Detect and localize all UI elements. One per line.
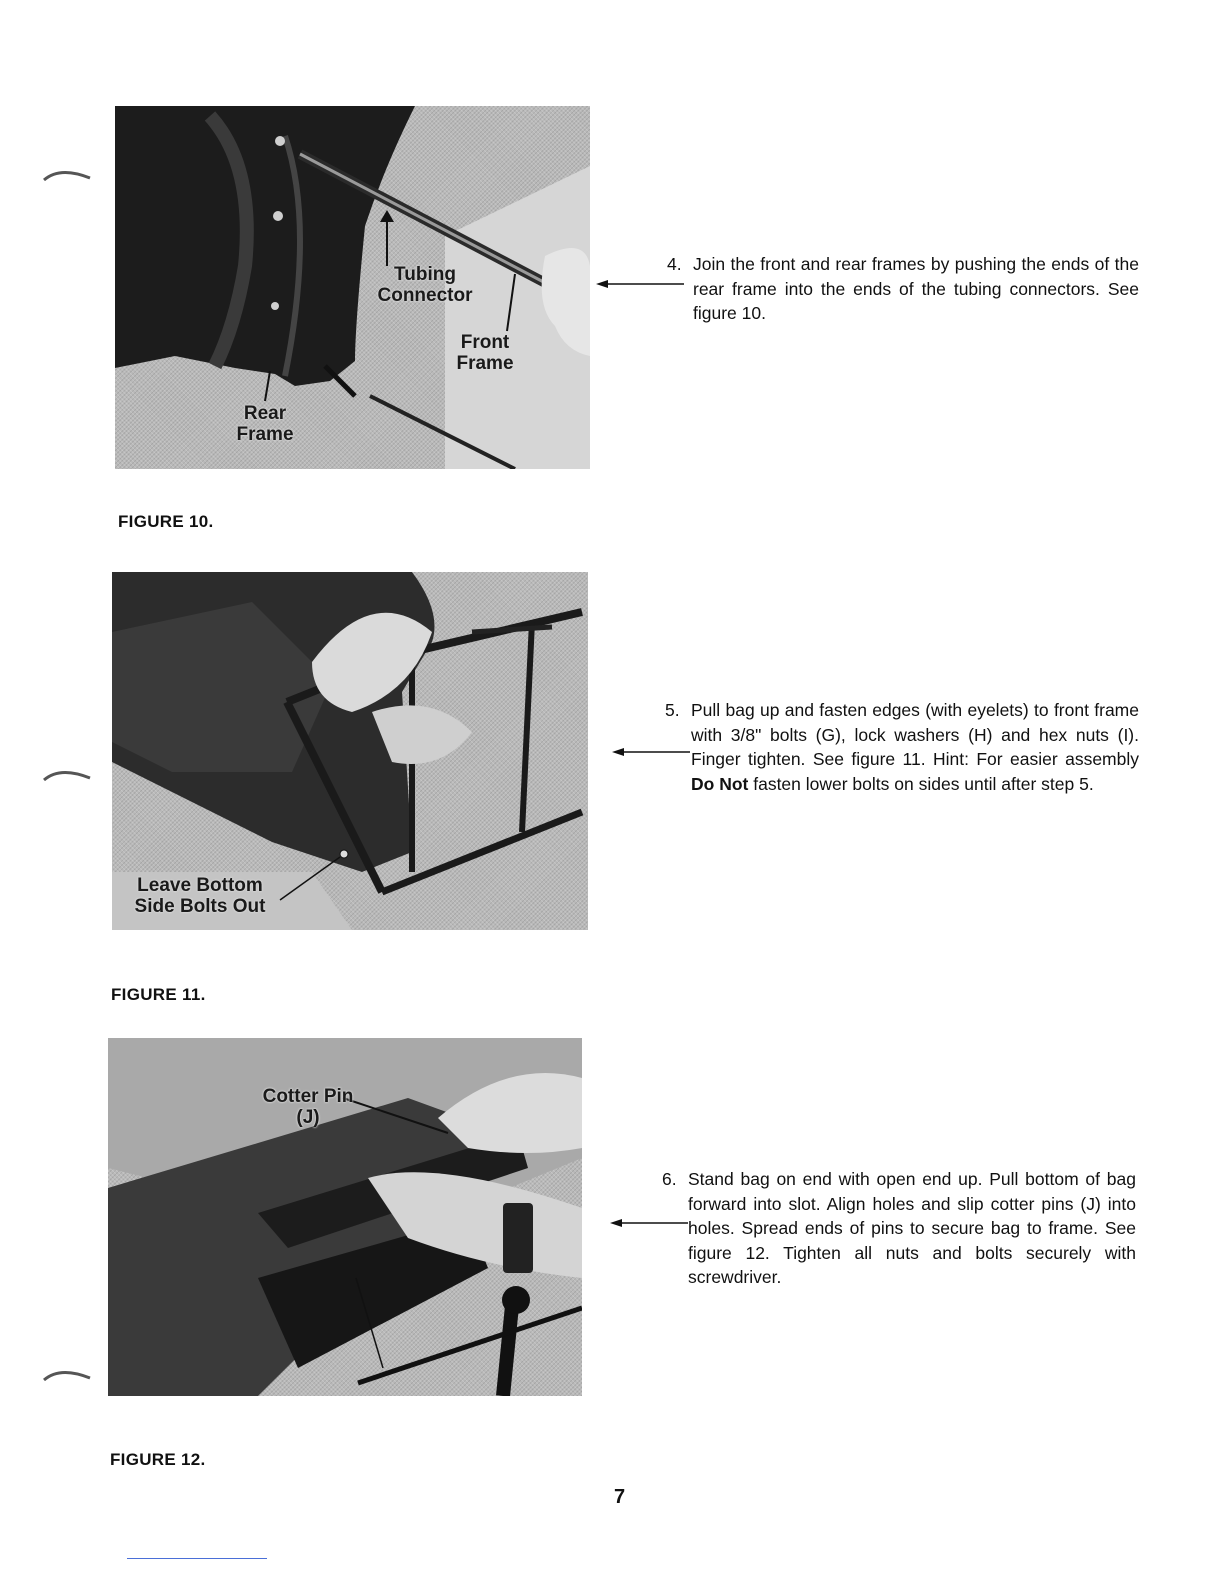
margin-mark-top [40, 160, 100, 190]
page-number: 7 [614, 1486, 626, 1508]
step-6 [662, 1167, 1136, 1317]
callout-front-frame: Front Frame [456, 332, 514, 374]
figure-11-photo [112, 572, 588, 930]
margin-mark-middle [40, 760, 100, 790]
callout-rear-frame: Rear Frame [236, 403, 294, 445]
figure-11-caption: FIGURE 11. [111, 985, 206, 1004]
step-4-text: Join the front and rear frames by pushing the ends of the rear frame into the ends of the tubing connectors. See figure 10. [693, 254, 1139, 323]
step-6-text: Stand bag on end with open end up. Pull bottom of bag forward into slot. Align holes and slip cotter pins (J) into holes. Spread ends of pins to secure bag to frame. See figure 12. Tighten all nuts and bolts securely with screwdriver. [688, 1169, 1136, 1287]
step-5-emphasis: Do Not [691, 773, 749, 794]
step-5-text: Pull bag up and fasten edges (with eyelets) to front frame with 3/8" bolts (G), lock washers (H) and hex nuts (I). Finger tighten. See figure 11. Hint: For easier assembly Do Not fasten lower bolts on sides until after step 5. [691, 700, 1139, 794]
step-4-number: 4. [667, 254, 682, 274]
callout-leave-bottom-side-bolts-out: Leave Bottom Side Bolts Out [134, 875, 266, 917]
footer-rule [127, 1558, 267, 1559]
step-4 [667, 252, 1139, 332]
step-5-number: 5. [665, 700, 680, 720]
step-5 [665, 698, 1139, 823]
callout-cotter-pin: Cotter Pin (J) [262, 1086, 354, 1128]
figure-10-photo [115, 106, 590, 469]
figure-10-illustration [115, 106, 590, 469]
figure-12-photo [108, 1038, 582, 1396]
callout-tubing-connector: Tubing Connector [377, 264, 473, 306]
margin-mark-bottom [40, 1360, 100, 1390]
step-6-number: 6. [662, 1169, 677, 1189]
figure-10-caption: FIGURE 10. [118, 512, 214, 531]
figure-12-caption: FIGURE 12. [110, 1450, 206, 1469]
